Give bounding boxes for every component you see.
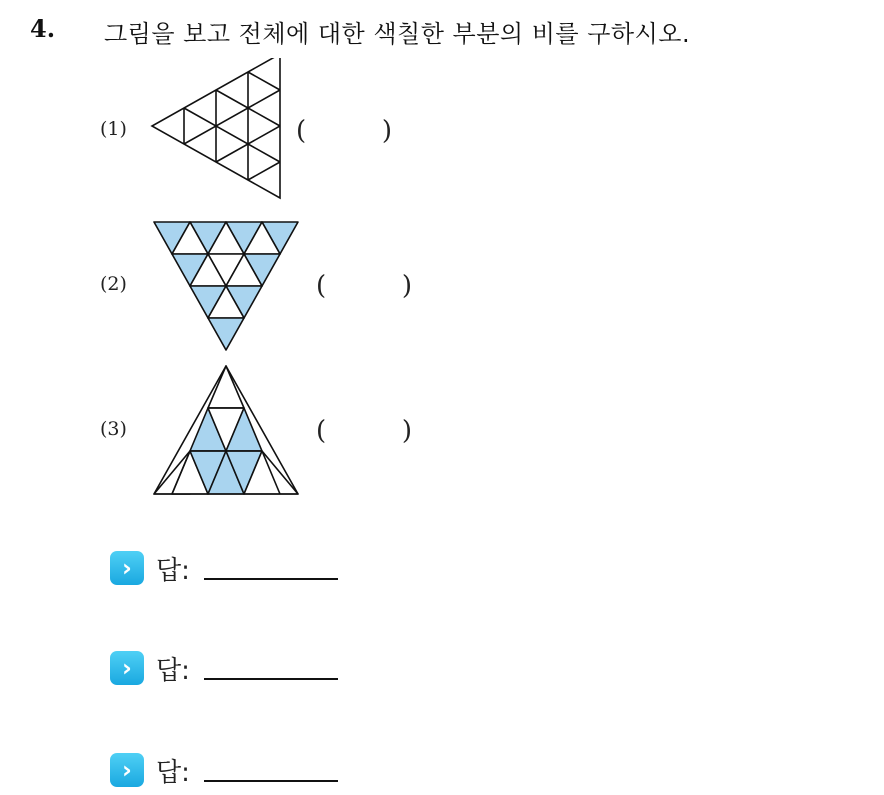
- answer-row-3: [110, 750, 338, 790]
- answer-blank-2[interactable]: [204, 648, 338, 680]
- triangle-figure-3: [150, 364, 302, 496]
- question-text: 그림을 보고 전체에 대한 색칠한 부분의 비를 구하시오.: [104, 20, 691, 48]
- answer-label-2: 답:: [156, 655, 190, 686]
- answer-paren-3: ( ): [316, 416, 412, 446]
- answer-label-3: 답:: [156, 757, 190, 788]
- answer-paren-2: ( ): [316, 271, 412, 301]
- answer-label-1: 답:: [156, 555, 190, 586]
- answer-paren-1: ( ): [296, 116, 392, 146]
- problem-label-3: (3): [100, 418, 127, 440]
- answer-blank-3[interactable]: [204, 750, 338, 782]
- answer-blank-1[interactable]: [204, 548, 338, 580]
- answer-row-1: [110, 548, 338, 588]
- problem-label-1: (1): [100, 118, 127, 140]
- problem-label-2: (2): [100, 273, 127, 295]
- answer-row-2: [110, 648, 338, 688]
- chevron-right-icon: ›: [110, 651, 144, 685]
- triangle-figure-2: [150, 220, 302, 352]
- chevron-right-icon: ›: [110, 551, 144, 585]
- chevron-right-icon: ›: [110, 753, 144, 787]
- question-number: 4.: [30, 14, 56, 43]
- triangle-figure-1: [150, 58, 284, 208]
